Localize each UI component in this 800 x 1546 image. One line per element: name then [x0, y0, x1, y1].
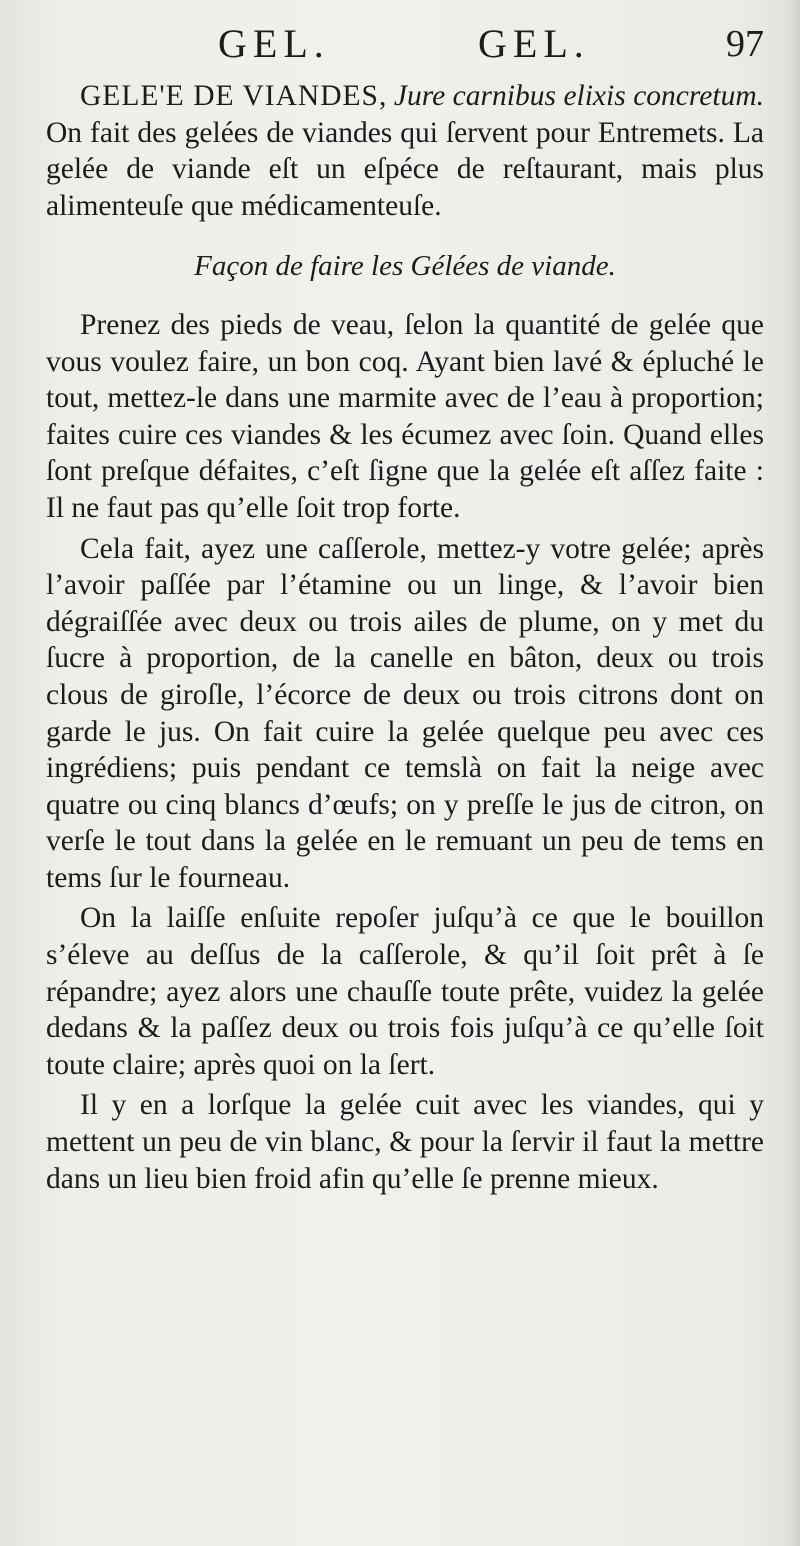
section-subheading: Façon de faire les Gélées de viande. — [194, 250, 616, 283]
page-number: 97 — [726, 23, 764, 65]
entry-latin: Jure carnibus elixis concretum. — [393, 80, 764, 112]
entry-headword: GELE'E DE VIANDES — [80, 80, 379, 112]
page-edge-shadow — [786, 0, 800, 1546]
entry-definition: On fait des gelées de viandes qui ſervent pour Entremets. La gelée de viande eſt un eſpéce de reſtaurant, mais plus alimenteuſe que médicamenteuſe. — [46, 116, 764, 222]
body-text — [46, 78, 764, 1201]
running-head-right: GEL. — [478, 21, 590, 66]
recipe-paragraph-3: On la laiſſe enſuite repoſer juſqu’à ce que le bouillon s’éleve au deſſus de la caſſerole, & qu’il ſoit prêt à ſe répandre; ayez alors une chauſſe toute prête, vuidez la gelée dedans & la paſſez deux ou trois fois juſqu’à ce qu’elle ſoit toute claire; après quoi on la ſert. — [46, 902, 764, 1081]
running-header — [0, 14, 800, 74]
running-head-left: GEL. — [218, 21, 330, 66]
entry-paragraph: GELE'E DE VIANDES, Jure carnibus elixis concretum. On fait des gelées de viandes qui ſervent pour Entremets. La gelée de viande eſt un eſpéce de reſtaurant, mais plus alimenteuſe que médicamenteuſe. — [46, 80, 764, 222]
recipe-paragraph-2: Cela fait, ayez une caſſerole, mettez-y votre gelée; après l’avoir paſſée par l’étamine ou un linge, & l’avoir bien dégraiſſée avec deux ou trois ailes de plume, on y met du ſucre à proportion, de la canelle en bâton, deux ou trois clous de giroſle, l’écorce de deux ou trois citrons dont on garde le jus. On fait cuire la gelée quelque peu avec ces ingrédiens; puis pendant ce temslà on fait la neige avec quatre ou cinq blancs d’œufs; on y preſſe le jus de citron, on verſe le tout dans la gelée en le remuant un peu de tems en tems ſur le fourneau. — [46, 532, 764, 894]
recipe-paragraph-1: Prenez des pieds de veau, ſelon la quantité de gelée que vous voulez faire, un bon coq. Ayant bien lavé & épluché le tout, mettez-le dans une marmite avec de l’eau à proportion; faites cuire ces viandes & les écumez avec ſoin. Quand elles ſont preſque défaites, c’eſt ſigne que la gelée eſt aſſez faite : Il ne faut pas qu’elle ſoit trop forte. — [46, 308, 764, 524]
recipe-paragraph-4: Il y en a lorſque la gelée cuit avec les viandes, qui y mettent un peu de vin blanc, & pour la ſervir il faut la mettre dans un lieu bien froid afin qu’elle ſe prenne mieux. — [46, 1089, 764, 1195]
